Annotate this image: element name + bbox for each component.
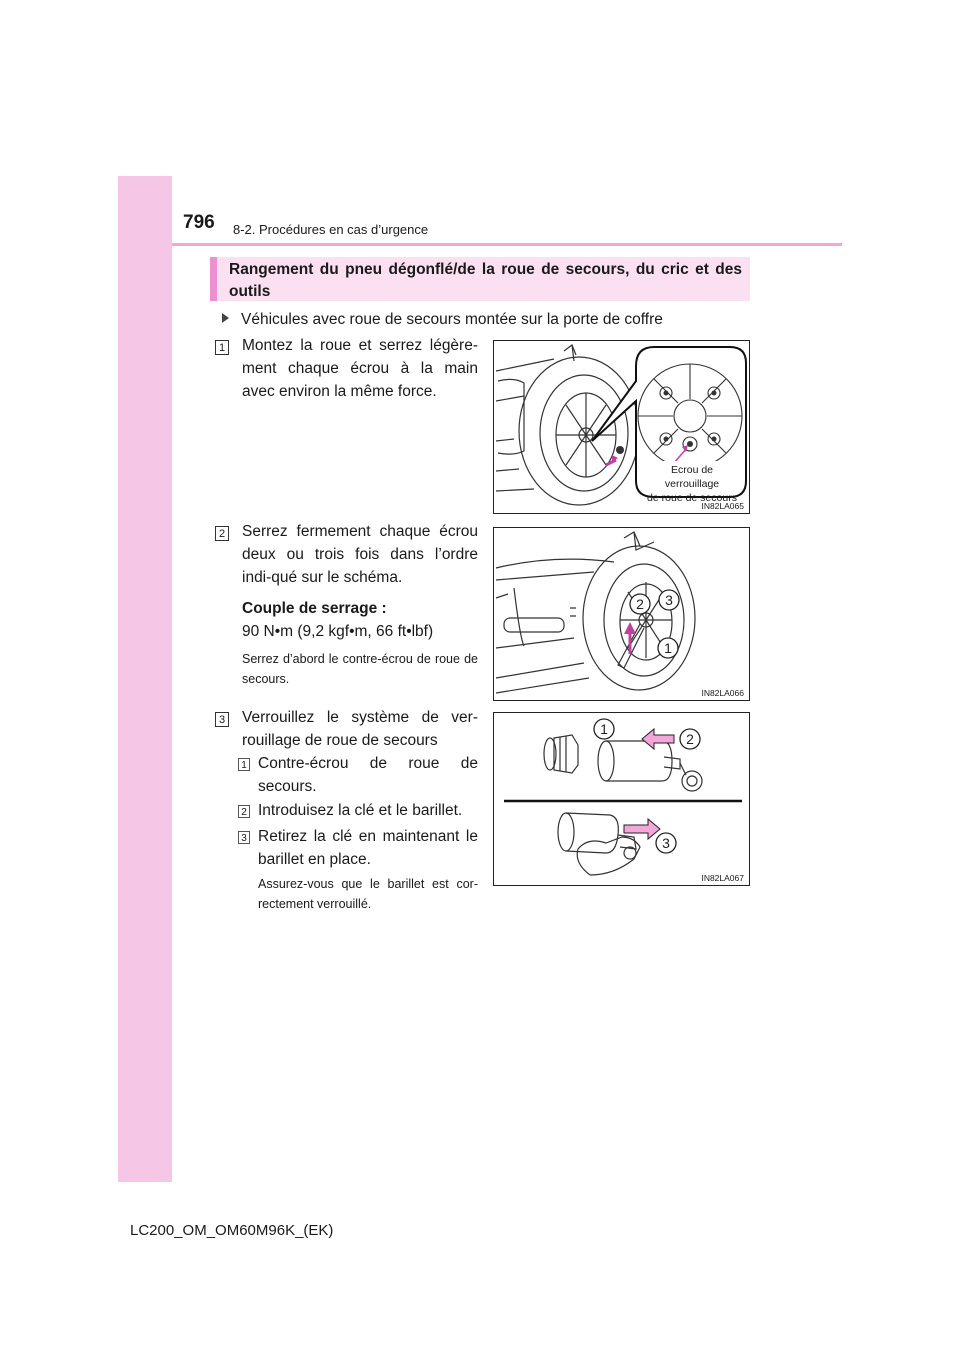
lock-nut-label-line1: Ecrou de verrouillage	[664, 464, 720, 490]
substep-number-2: 2	[238, 805, 250, 818]
vehicle-note	[222, 311, 663, 329]
callout-1: 1	[664, 640, 672, 656]
callout-2: 2	[686, 731, 694, 747]
figure-code: IN82LA065	[701, 501, 744, 511]
triangle-bullet-icon	[222, 313, 229, 323]
callout-3: 3	[662, 835, 670, 851]
step-number-1: 1	[215, 340, 229, 355]
callout-3: 3	[665, 592, 673, 608]
substep-number-1: 1	[238, 758, 250, 771]
torque-value: 90 N•m (9,2 kgf•m, 66 ft•lbf)	[242, 623, 434, 640]
lock-cylinder-illustration	[494, 713, 749, 885]
substep-1-text: Contre-écrou de roue de secours.	[258, 755, 478, 795]
figure-spare-wheel-lock-nut	[493, 340, 750, 514]
substep-number-3: 3	[238, 831, 250, 844]
step-2-note: Serrez d’abord le contre-écrou de roue de secours.	[242, 652, 478, 686]
step-3-text: Verrouillez le système de ver-rouillage de roue de secours	[242, 709, 478, 749]
step-number-2: 2	[215, 526, 229, 541]
page-number: 796	[183, 212, 215, 233]
topic-heading	[210, 257, 750, 301]
step-number-3: 3	[215, 712, 229, 727]
step-1-text: Montez la roue et serrez légère-ment chaque écrou à la main avec environ la même force.	[242, 337, 478, 400]
step-3-note: Assurez-vous que le barillet est cor-rectement verrouillé.	[258, 877, 478, 911]
figure-lock-cylinder	[493, 712, 750, 886]
callout-2: 2	[636, 596, 644, 612]
figure-code: IN82LA066	[701, 688, 744, 698]
lock-nut-label	[644, 463, 740, 505]
torque-label: Couple de serrage :	[242, 600, 387, 617]
topic-heading-text: Rangement du pneu dégonflé/de la roue de secours, du cric et des outils	[229, 261, 742, 300]
footer-doc-code: LC200_OM_OM60M96K_(EK)	[130, 1222, 334, 1239]
step-2-text: Serrez fermement chaque écrou deux ou trois fois dans l’ordre indi-qué sur le schéma.	[242, 523, 478, 586]
vehicle-note-text: Véhicules avec roue de secours montée sur la porte de coffre	[241, 311, 663, 328]
substep-2-text: Introduisez la clé et le barillet.	[258, 802, 463, 819]
step-2-block	[242, 520, 478, 689]
section-title: 8-2. Procédures en cas d’urgence	[233, 222, 429, 237]
substep-3-text: Retirez la clé en maintenant le barillet en place.	[258, 828, 478, 868]
side-color-band	[118, 176, 172, 1182]
figure-code: IN82LA067	[701, 873, 744, 883]
lock-nut-label-line2: de roue de secours	[647, 492, 737, 504]
tightening-order-illustration	[494, 528, 749, 700]
callout-1: 1	[600, 721, 608, 737]
figure-tightening-order	[493, 527, 750, 701]
header-rule	[172, 243, 842, 246]
